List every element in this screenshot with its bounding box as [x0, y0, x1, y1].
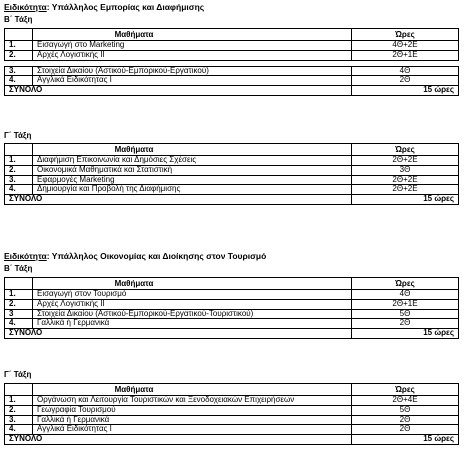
total-row: [5, 435, 459, 445]
class-title: Γ΄ Τάξη: [4, 370, 32, 379]
row-hours: 5Θ: [352, 405, 459, 415]
specialty-label: Ειδικότητα: [4, 2, 47, 12]
total-row: [5, 195, 459, 205]
class-title: Β΄ Τάξη: [4, 264, 33, 273]
total-label: ΣΥΝΟΛΟ: [5, 86, 352, 96]
header-num: [5, 384, 33, 396]
row-num: 4.: [5, 319, 33, 329]
row-subject: Εφαρμογές Marketing: [33, 175, 352, 185]
table-row: [5, 299, 459, 309]
row-hours: 3Θ: [352, 165, 459, 175]
row-num: 3.: [5, 175, 33, 185]
header-num: [5, 29, 33, 41]
curriculum-table: [4, 277, 459, 339]
row-subject: Οργάνωση και Λειτουργία Τουριστικών και Ξενοδοχειακών Επιχειρήσεων: [33, 396, 352, 406]
table-header-row: [5, 144, 459, 156]
total-hours: 15 ώρες: [352, 195, 459, 205]
table-row: [5, 319, 459, 329]
row-hours: 2Θ+4Ε: [352, 396, 459, 406]
header-hours: Ώρες: [352, 29, 459, 41]
total-row: [5, 329, 459, 339]
row-num: 4.: [5, 76, 33, 86]
total-label: ΣΥΝΟΛΟ: [5, 329, 352, 339]
row-num: 1.: [5, 156, 33, 166]
header-hours: Ώρες: [352, 278, 459, 290]
row-hours: 2Θ: [352, 415, 459, 425]
total-hours: 15 ώρες: [352, 329, 459, 339]
row-subject: Στοιχεία Δικαίου (Αστικού-Εμπορικού-Εργατικού-Τουριστικού): [33, 309, 352, 319]
specialty-title: [4, 251, 266, 261]
row-hours: 2Θ+2Ε: [352, 175, 459, 185]
total-hours: 15 ώρες: [352, 435, 459, 445]
row-hours: 2Θ: [352, 425, 459, 435]
table-header-row: [5, 29, 459, 41]
row-subject: Γαλλικά ή Γερμανικά: [33, 415, 352, 425]
header-hours: Ώρες: [352, 144, 459, 156]
table-header-row: [5, 384, 459, 396]
row-num: 1.: [5, 290, 33, 300]
row-subject: Εισαγωγή στον Τουρισμό: [33, 290, 352, 300]
row-hours: 5Θ: [352, 309, 459, 319]
row-hours: 4Θ: [352, 66, 459, 76]
row-num: 3.: [5, 66, 33, 76]
header-subjects: Μαθήματα: [33, 29, 352, 41]
row-hours: 2Θ: [352, 319, 459, 329]
class-title: Β΄ Τάξη: [4, 15, 33, 24]
row-num: 2.: [5, 299, 33, 309]
table-row: [5, 76, 459, 86]
row-hours: 4Θ+2Ε: [352, 41, 459, 51]
row-num: 4.: [5, 425, 33, 435]
header-subjects: Μαθήματα: [33, 144, 352, 156]
row-subject: Γεωγραφία Τουρισμού: [33, 405, 352, 415]
table-row: [5, 290, 459, 300]
table-row: [5, 165, 459, 175]
table-row: [5, 415, 459, 425]
table-row: [5, 396, 459, 406]
row-subject: Διαφήμιση Επικοινωνία και Δημόσιες Σχέσεις: [33, 156, 352, 166]
header-hours: Ώρες: [352, 384, 459, 396]
row-subject: Οικονομικά Μαθηματικά και Στατιστική: [33, 165, 352, 175]
row-subject: Αγγλικά Ειδικότητας Ι: [33, 76, 352, 86]
row-hours: 4Θ: [352, 290, 459, 300]
class-title: Γ΄ Τάξη: [4, 131, 32, 140]
row-subject: Αρχές Λογιστικής ΙΙ: [33, 50, 352, 60]
row-num: 3.: [5, 415, 33, 425]
header-num: [5, 278, 33, 290]
table-row: [5, 405, 459, 415]
table-row: [5, 50, 459, 60]
table-row: [5, 175, 459, 185]
row-subject: Γαλλικά ή Γερμανικά: [33, 319, 352, 329]
row-hours: 2Θ+2Ε: [352, 185, 459, 195]
curriculum-table: [4, 383, 459, 445]
row-subject: Στοιχεία Δικαίου (Αστικού-Εμπορικού-Εργατικού): [33, 66, 352, 76]
row-hours: 2Θ: [352, 76, 459, 86]
table-row: [5, 425, 459, 435]
header-subjects: Μαθήματα: [33, 384, 352, 396]
total-label: ΣΥΝΟΛΟ: [5, 195, 352, 205]
table-row: [5, 41, 459, 51]
row-hours: 2Θ+1Ε: [352, 299, 459, 309]
curriculum-table: [4, 28, 459, 96]
row-num: 1.: [5, 396, 33, 406]
specialty-label: Ειδικότητα: [4, 251, 47, 261]
curriculum-table: [4, 143, 459, 205]
row-subject: Δημιουργία και Προβολή της Διαφήμισης: [33, 185, 352, 195]
row-num: 3: [5, 309, 33, 319]
specialty-name: : Υπάλληλος Εμπορίας και Διαφήμισης: [46, 2, 205, 12]
table-row: [5, 309, 459, 319]
table-row: [5, 66, 459, 76]
specialty-title: [4, 2, 204, 12]
row-num: 1.: [5, 41, 33, 51]
table-header-row: [5, 278, 459, 290]
row-hours: 2Θ+2Ε: [352, 156, 459, 166]
specialty-name: : Υπάλληλος Οικονομίας και Διοίκησης στον Τουρισμό: [46, 251, 267, 261]
row-hours: 2Θ+1Ε: [352, 50, 459, 60]
row-num: 4.: [5, 185, 33, 195]
row-subject: Αγγλικά Ειδικότητας Ι: [33, 425, 352, 435]
total-hours: 15 ώρες: [352, 86, 459, 96]
total-label: ΣΥΝΟΛΟ: [5, 435, 352, 445]
header-subjects: Μαθήματα: [33, 278, 352, 290]
row-num: 2.: [5, 50, 33, 60]
header-num: [5, 144, 33, 156]
row-subject: Εισαγωγή στο Marketing: [33, 41, 352, 51]
total-row: [5, 86, 459, 96]
row-num: 2.: [5, 165, 33, 175]
row-subject: Αρχές Λογιστικής ΙΙ: [33, 299, 352, 309]
table-row: [5, 185, 459, 195]
table-row: [5, 156, 459, 166]
row-num: 2.: [5, 405, 33, 415]
